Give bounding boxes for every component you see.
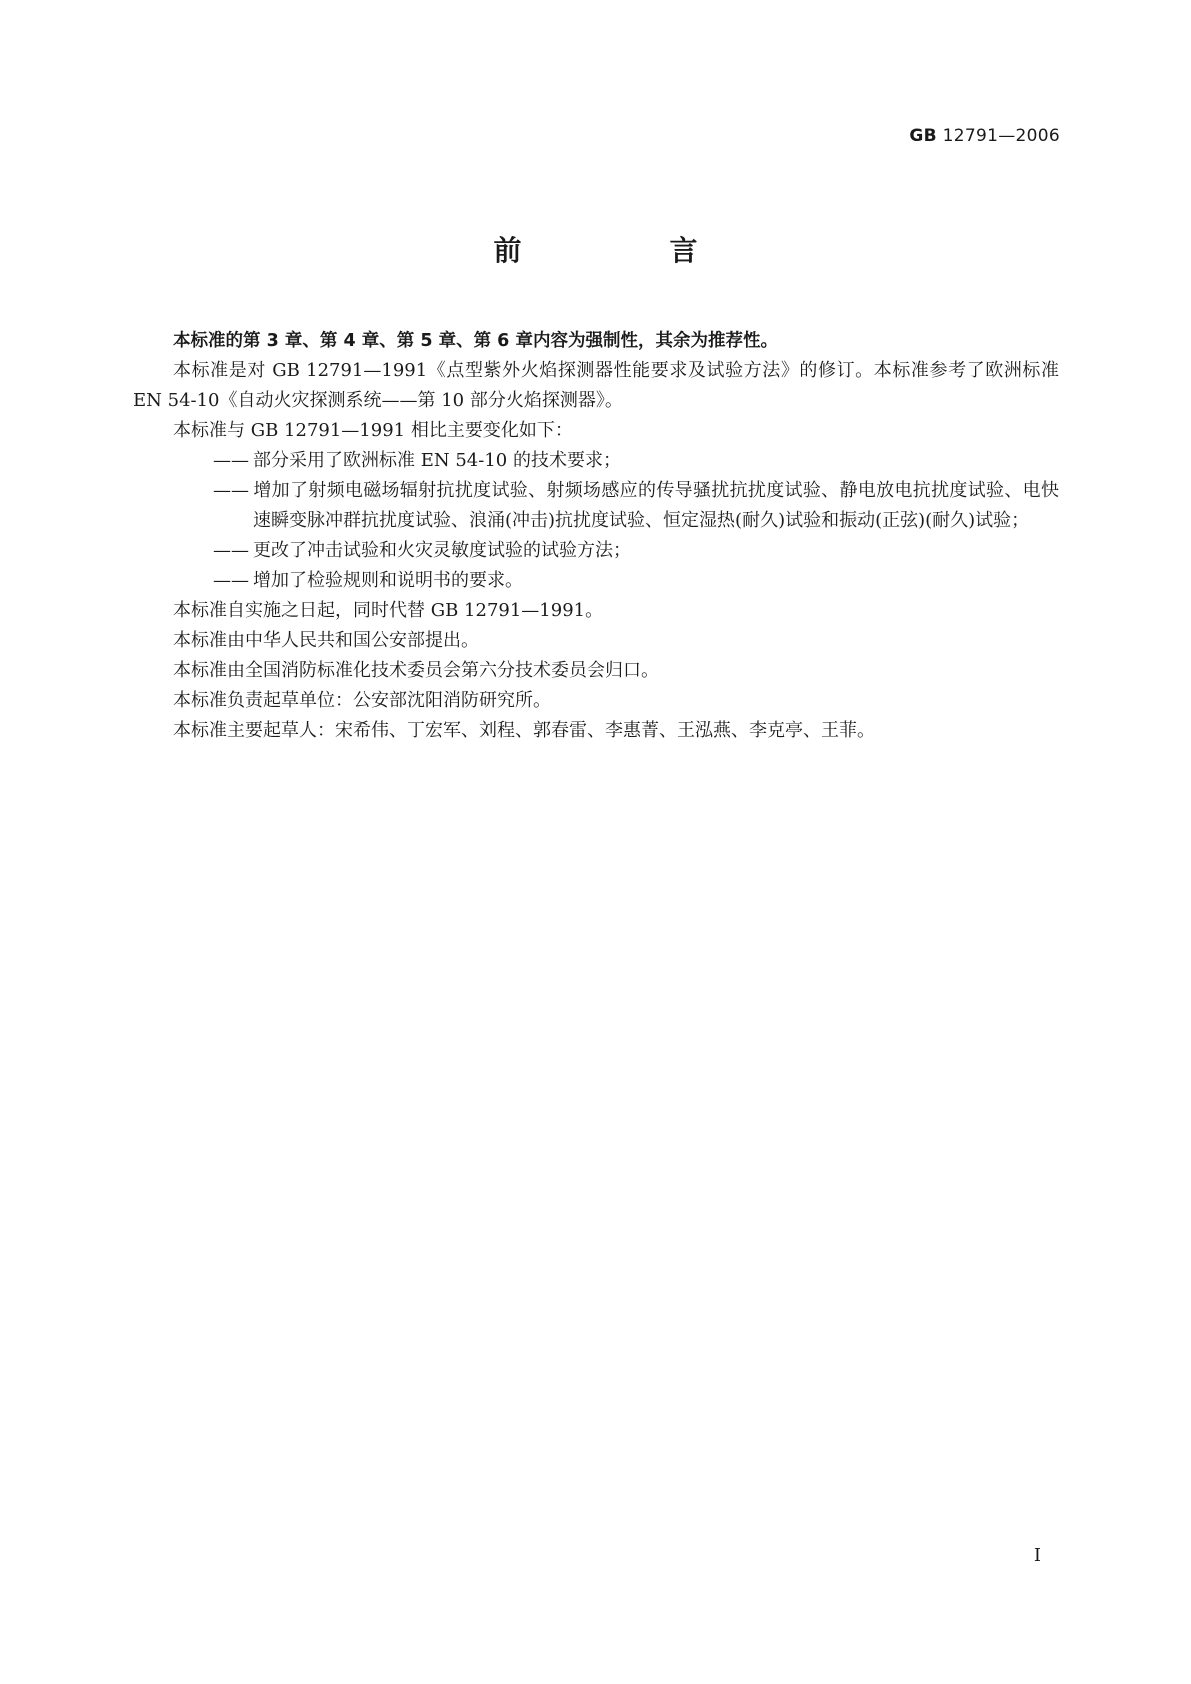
changes-intro: 本标准与 GB 12791—1991 相比主要变化如下： <box>173 420 573 441</box>
drafters-statement: 本标准主要起草人：宋希伟、丁宏军、刘程、郭春雷、李惠菁、王泓燕、李克亭、王菲。 <box>173 720 875 741</box>
mandatory-statement: 本标准的第 3 章、第 4 章、第 5 章、第 6 章内容为强制性，其余为推荐性。 <box>173 331 778 351</box>
dash-mark: —— <box>213 570 249 591</box>
change-item-text: 部分采用了欧洲标准 EN 54-10 的技术要求； <box>253 450 621 471</box>
page-number: I <box>1033 1545 1041 1566</box>
change-item-text: 增加了检验规则和说明书的要求。 <box>253 570 523 591</box>
foreword-body <box>133 326 1059 746</box>
change-item <box>173 446 1059 476</box>
standard-number <box>909 126 1060 146</box>
change-item <box>173 536 1059 566</box>
dash-mark: —— <box>213 480 249 501</box>
proposer-statement: 本标准由中华人民共和国公安部提出。 <box>173 630 479 651</box>
committee-statement: 本标准由全国消防标准化技术委员会第六分技术委员会归口。 <box>173 660 659 681</box>
dash-mark: —— <box>213 450 249 471</box>
page-title: 前 言 <box>493 234 758 267</box>
replacement-statement: 本标准自实施之日起，同时代替 GB 12791—1991。 <box>173 600 604 621</box>
standard-code: 12791—2006 <box>942 126 1060 146</box>
change-item <box>173 566 1059 596</box>
change-item-text: 增加了射频电磁场辐射抗扰度试验、射频场感应的传导骚扰抗扰度试验、静电放电抗扰度试验、电快速瞬变脉冲群抗扰度试验、浪涌(冲击)抗扰度试验、恒定湿热(耐久)试验和振动(正弦)(耐久)试验； <box>253 480 1059 531</box>
standard-prefix: GB <box>909 126 937 146</box>
dash-mark: —— <box>213 540 249 561</box>
change-item <box>173 476 1059 536</box>
revision-statement: 本标准是对 GB 12791—1991《点型紫外火焰探测器性能要求及试验方法》的修订。本标准参考了欧洲标准 EN 54-10《自动火灾探测系统——第 10 部分火焰探测器》。 <box>133 360 1059 411</box>
drafting-unit-statement: 本标准负责起草单位：公安部沈阳消防研究所。 <box>173 690 551 711</box>
change-item-text: 更改了冲击试验和火灾灵敏度试验的试验方法； <box>253 540 631 561</box>
